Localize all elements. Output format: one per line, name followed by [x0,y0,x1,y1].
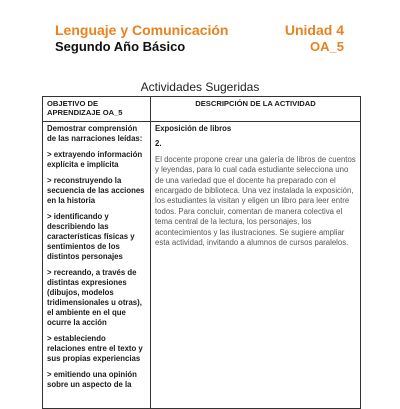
subject-heading: Lenguaje y Comunicación [55,22,229,38]
activity-description: El docente propone crear una galería de libros de cuentos y leyendas, para lo cual cada estudiante selecciona uno de una variedad que el docente ha preparado con el encargado de biblioteca. Una vez instalada la exposición, los estudiantes la visitan y eligen un libro para leer entre todos. Para concluir, comentan de manera colectiva el tema central de la lectura, los personajes, los acontecimientos y las ilustraciones. Se sugiere ampliar esta actividad, invitando a alumnos de cursos paralelos. [155,154,356,248]
grade-heading: Segundo Año Básico [55,39,186,54]
objectives-cell [43,122,151,409]
activity-number: 2. [155,139,162,149]
objective-item: > estableciendo relaciones entre el texto y sus propias experiencias [47,334,143,363]
objective-column-header: OBJETIVO DE APRENDIZAJE OA_5 [43,97,151,122]
objective-item: Demostrar comprensión de las narraciones leídas: [47,124,143,143]
description-column-header: DESCRIPCIÓN DE LA ACTIVIDAD [151,97,361,122]
activity-title: Exposición de libros [155,124,232,133]
activity-cell [151,122,361,409]
activities-table [42,96,361,409]
objective-item: > recreando, a través de distintas expresiones (dibujos, modelos tridimensionales u otras), el ambiente en el que ocurre la acción [47,268,142,327]
objective-item: > extrayendo información explícita e implícita [47,150,143,169]
oa-heading: OA_5 [310,39,344,54]
unit-heading: Unidad 4 [284,22,344,38]
page-title: Actividades Sugeridas [140,80,260,94]
objective-item: > reconstruyendo la secuencia de las acciones en la historia [47,176,145,205]
objective-item: > identificando y describiendo las características físicas y sentimientos de los distintos personajes [47,212,135,261]
table-header-row [43,97,361,122]
table-row [43,122,361,409]
objective-item: > emitiendo una opinión sobre un aspecto de la [47,370,137,389]
